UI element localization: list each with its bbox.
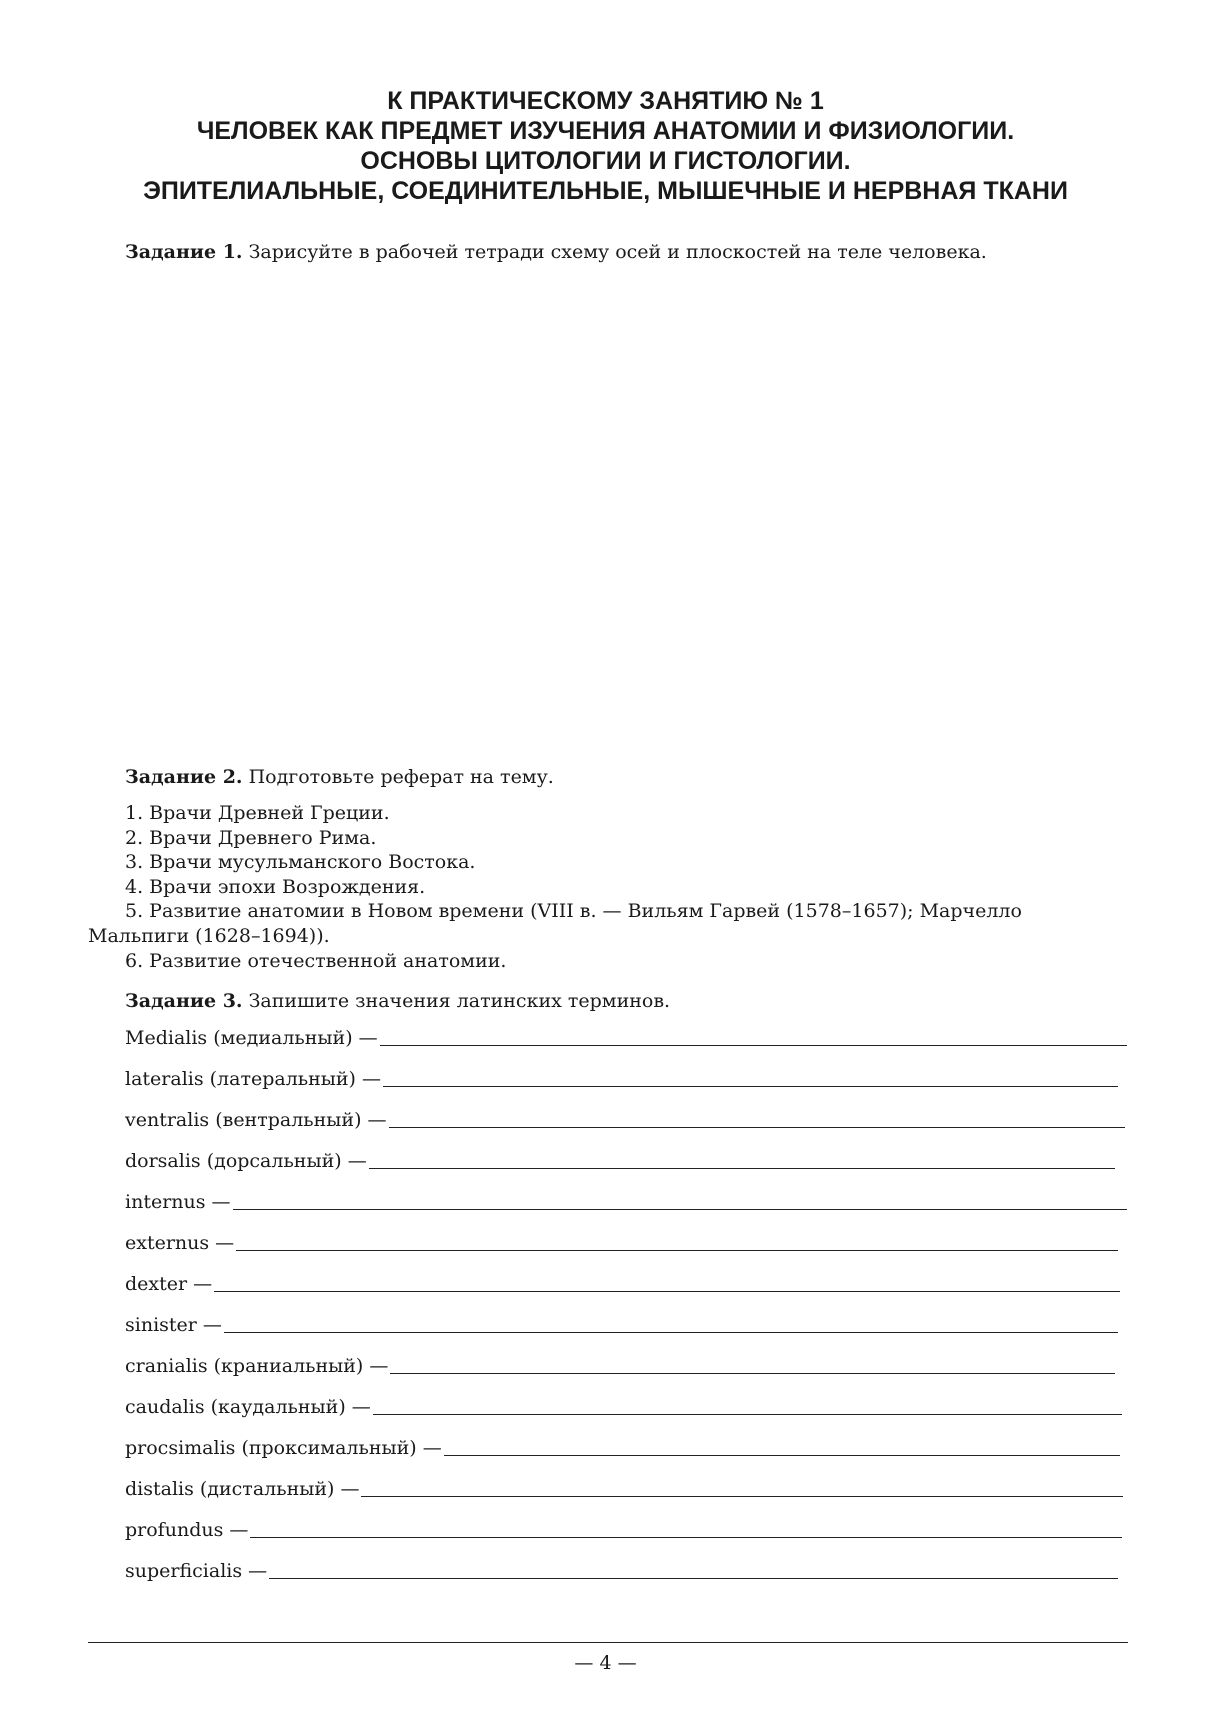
- term-label: ventralis (вентральный) —: [125, 1109, 387, 1131]
- term-label: distalis (дистальный) —: [125, 1478, 360, 1500]
- term-label: externus —: [125, 1232, 235, 1254]
- title-line-2: ЧЕЛОВЕК КАК ПРЕДМЕТ ИЗУЧЕНИЯ АНАТОМИИ И ФИЗИОЛОГИИ.: [196, 117, 1015, 145]
- term-row-distalis: [125, 1475, 1123, 1501]
- task-1-label: Задание 1.: [125, 241, 243, 263]
- term-label: internus —: [125, 1191, 231, 1213]
- term-row-dexter: [125, 1270, 1120, 1296]
- topic-list: [88, 801, 1128, 973]
- topic-item: 1. Врачи Древней Греции.: [125, 802, 390, 824]
- task-3-label: Задание 3.: [125, 990, 243, 1012]
- task-1: [125, 240, 987, 264]
- term-row-profundus: [125, 1516, 1122, 1542]
- term-label: sinister —: [125, 1314, 222, 1336]
- answer-line[interactable]: [444, 1455, 1120, 1456]
- topic-item: 5. Развитие анатомии в Новом времени (VIII в. — Вильям Гарвей (1578–1657); Марчелло Мальпиги (1628–1694)).: [88, 900, 1022, 947]
- term-label: procsimalis (проксимальный) —: [125, 1437, 442, 1459]
- term-label: lateralis (латеральный) —: [125, 1068, 382, 1090]
- topic-item: 3. Врачи мусульманского Востока.: [125, 851, 476, 874]
- topic-item: 2. Врачи Древнего Рима.: [125, 826, 377, 849]
- term-label: cranialis (краниальный) —: [125, 1355, 389, 1377]
- title-line-4: ЭПИТЕЛИАЛЬНЫЕ, СОЕДИНИТЕЛЬНЫЕ, МЫШЕЧНЫЕ И НЕРВНАЯ ТКАНИ: [143, 177, 1068, 205]
- term-row-internus: [125, 1188, 1127, 1214]
- term-row-caudalis: [125, 1393, 1122, 1419]
- term-row-dorsalis: [125, 1147, 1115, 1173]
- answer-line[interactable]: [214, 1291, 1120, 1292]
- answer-line[interactable]: [269, 1578, 1118, 1579]
- term-row-sinister: [125, 1311, 1118, 1337]
- term-row-externus: [125, 1229, 1118, 1255]
- task-2: [125, 765, 554, 789]
- answer-line[interactable]: [373, 1414, 1122, 1415]
- page-title: [0, 86, 1211, 206]
- term-row-cranialis: [125, 1352, 1115, 1378]
- term-row-ventralis: [125, 1106, 1125, 1132]
- answer-line[interactable]: [361, 1496, 1123, 1497]
- topic-item: 4. Врачи эпохи Возрождения.: [125, 875, 426, 898]
- answer-line[interactable]: [369, 1168, 1115, 1169]
- answer-line[interactable]: [233, 1209, 1127, 1210]
- task-3: [125, 989, 670, 1013]
- term-row-lateralis: [125, 1065, 1118, 1091]
- term-label: profundus —: [125, 1519, 249, 1541]
- term-row-procsimalis: [125, 1434, 1120, 1460]
- term-label: superficialis —: [125, 1560, 268, 1582]
- title-line-1: К ПРАКТИЧЕСКОМУ ЗАНЯТИЮ № 1: [387, 87, 824, 115]
- term-label: dorsalis (дорсальный) —: [125, 1150, 367, 1172]
- task-2-label: Задание 2.: [125, 766, 243, 788]
- answer-line[interactable]: [380, 1045, 1127, 1046]
- answer-line[interactable]: [389, 1127, 1125, 1128]
- task-2-text: Подготовьте реферат на тему.: [242, 766, 554, 788]
- title-line-3: ОСНОВЫ ЦИТОЛОГИИ И ГИСТОЛОГИИ.: [360, 147, 851, 175]
- term-label: Medialis (медиальный) —: [125, 1027, 378, 1049]
- term-label: dexter —: [125, 1273, 213, 1295]
- task-3-text: Запишите значения латинских терминов.: [242, 990, 671, 1012]
- topic-item: 6. Развитие отечественной анатомии.: [125, 949, 507, 972]
- answer-line[interactable]: [390, 1373, 1115, 1374]
- term-label: caudalis (каудальный) —: [125, 1396, 371, 1418]
- task-1-text: Зарисуйте в рабочей тетради схему осей и плоскостей на теле человека.: [242, 241, 987, 263]
- answer-line[interactable]: [383, 1086, 1118, 1087]
- page-number: — 4 —: [574, 1652, 637, 1674]
- answer-line[interactable]: [236, 1250, 1118, 1251]
- footer-divider: [88, 1642, 1128, 1643]
- term-row-medialis: [125, 1024, 1127, 1050]
- answer-line[interactable]: [250, 1537, 1122, 1538]
- term-row-superficialis: [125, 1557, 1118, 1583]
- answer-line[interactable]: [224, 1332, 1118, 1333]
